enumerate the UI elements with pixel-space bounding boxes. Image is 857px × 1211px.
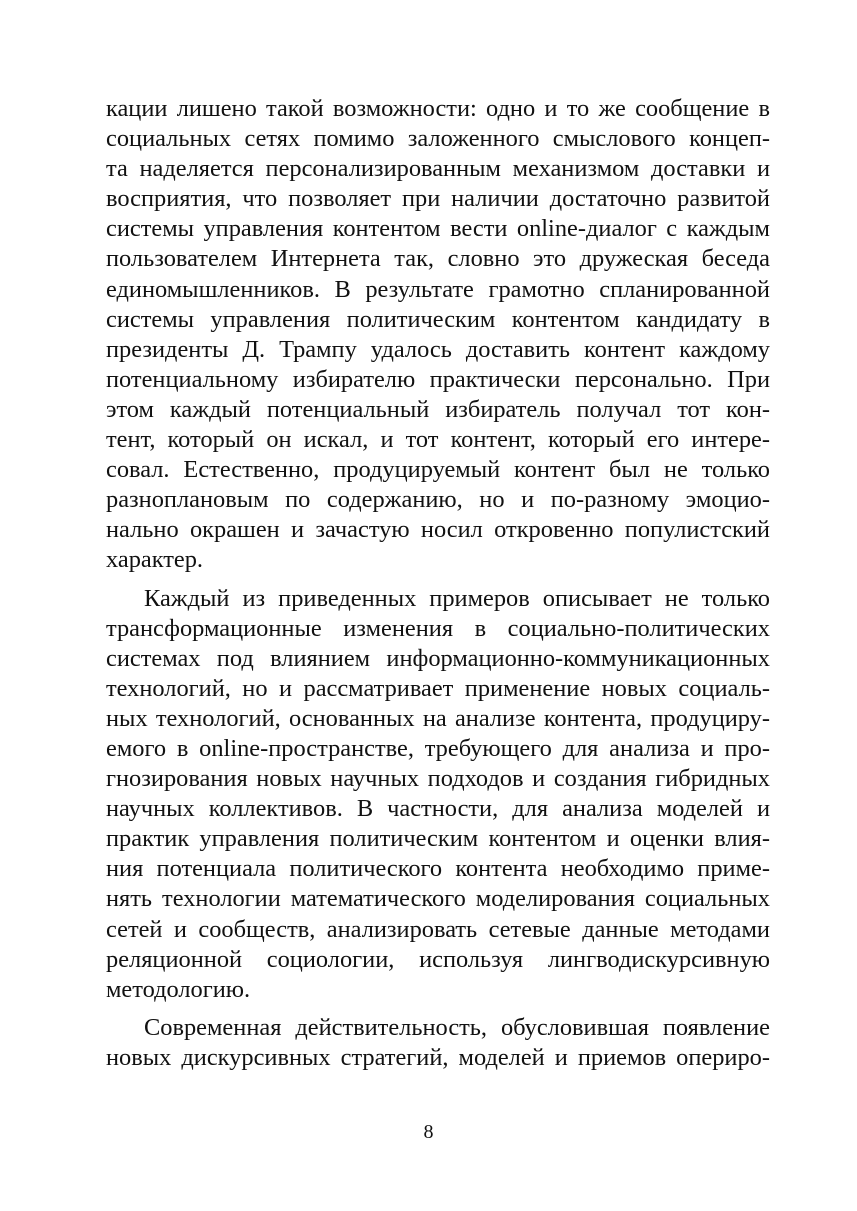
text-line: тент, который он искал, и тот контент, который его интере-: [106, 426, 770, 454]
text-line: Каждый из приведенных примеров описывает не только: [144, 584, 770, 612]
page-number: 8: [423, 1121, 434, 1143]
text-line: трансформационные изменения в социально-политических: [106, 614, 770, 642]
text-line: новых дискурсивных стратегий, моделей и приемов опериро-: [106, 1043, 770, 1071]
text-line: этом каждый потенциальный избиратель получал тот кон-: [106, 395, 770, 423]
text-line: пользователем Интернета так, словно это дружеская беседа: [106, 245, 770, 273]
text-line: характер.: [106, 546, 204, 574]
text-line: практик управления политическим контентом и оценки влия-: [106, 825, 770, 853]
text-line: президенты Д. Трампу удалось доставить контент каждому: [106, 335, 770, 363]
text-line: ных технологий, основанных на анализе контента, продуциру-: [106, 704, 770, 732]
text-line: кации лишено такой возможности: одно и то же сообщение в: [106, 95, 770, 122]
text-line: совал. Естественно, продуцируемый контент был не только: [106, 456, 770, 484]
paragraph: [106, 94, 770, 576]
text-line: методологию.: [106, 975, 251, 1003]
text-line: емого в online-пространстве, требующего для анализа и про-: [106, 734, 770, 762]
text-line: нально окрашен и зачастую носил откровенно популистский: [106, 516, 770, 544]
text-line: потенциальному избирателю практически персонально. При: [106, 365, 770, 393]
text-line: социальных сетях помимо заложенного смыслового концеп-: [106, 125, 770, 153]
text-line: научных коллективов. В частности, для анализа моделей и: [106, 795, 770, 823]
text-line: ния потенциала политического контента необходимо приме-: [106, 855, 770, 883]
text-line: нять технологии математического моделирования социальных: [106, 885, 770, 913]
text-line: системы управления контентом вести online-диалог с каждым: [106, 215, 770, 243]
text-line: разноплановым по содержанию, но и по-разному эмоцио-: [106, 486, 770, 514]
paragraph: [106, 1013, 770, 1073]
paragraph: [106, 584, 770, 1005]
paragraph-gap: [106, 576, 770, 584]
text-line: системы управления политическим контентом кандидату в: [106, 305, 770, 333]
text-line: гнозирования новых научных подходов и создания гибридных: [106, 765, 770, 793]
text-line: сетей и сообществ, анализировать сетевые данные методами: [106, 915, 770, 943]
text-line: реляционной социологии, используя лингводискурсивную: [106, 945, 770, 973]
body-text: [106, 94, 770, 1073]
text-line: системах под влиянием информационно-коммуникационных: [106, 644, 770, 672]
text-line: Современная действительность, обусловившая появление: [144, 1013, 770, 1041]
text-line: восприятия, что позволяет при наличии достаточно развитой: [106, 185, 770, 213]
paragraph-gap: [106, 1005, 770, 1013]
text-line: единомышленников. В результате грамотно спланированной: [106, 275, 770, 303]
text-line: та наделяется персонализированным механизмом доставки и: [106, 155, 770, 183]
text-line: технологий, но и рассматривает применение новых социаль-: [106, 674, 770, 702]
